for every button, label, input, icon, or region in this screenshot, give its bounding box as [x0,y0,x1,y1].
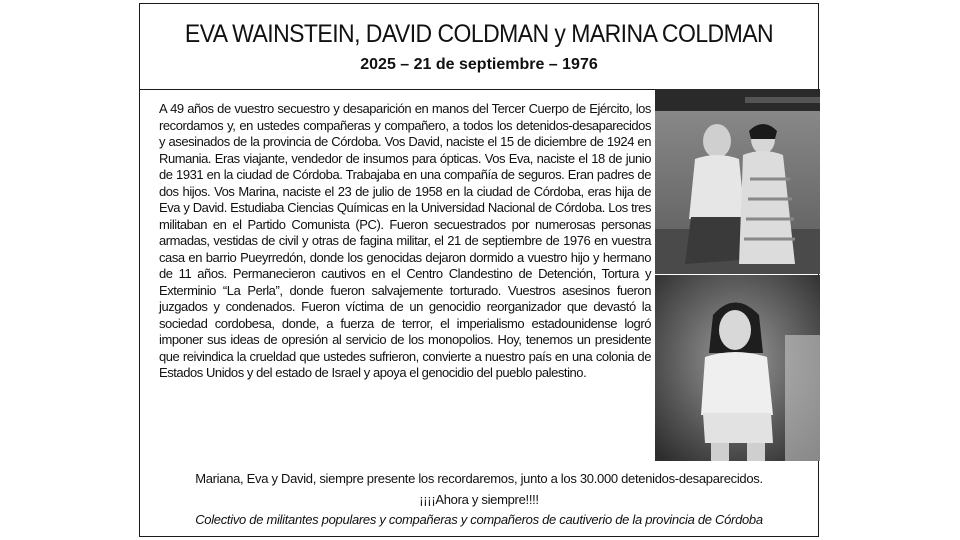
couple-photo [655,89,820,274]
memorial-notice [139,3,819,537]
young-woman-photo [655,275,820,461]
notice-header [140,4,818,90]
footer-remembrance: Mariana, Eva y David, siempre presente los recordaremos, junto a los 30.000 detenidos-desaparecidos. [195,471,763,486]
notice-body: A 49 años de vuestro secuestro y desaparición en manos del Tercer Cuerpo de Ejército, los recordamos y, en ustedes compañeras y compañero, a todos los detenidos-desaparecidos y asesinados de la provincia de Córdoba. Vos David, naciste el 15 de diciembre de 1924 en Rumania. Eras viajante, vendedor de insumos para ópticas. Vos Eva, naciste el 18 de junio de 1931 en la ciudad de Córdoba. Trabajaba en una compañía de seguros. Eran padres de dos hijos. Vos Marina, naciste el 23 de julio de 1958 en la ciudad de Córdoba, eras hija de Eva y David. Estudiaba Ciencias Químicas en la Universidad Nacional de Córdoba. Los tres militaban en el Partido Comunista (PC). Fueron secuestrados por numerosas personas armadas, vestidas de civil y otras de fagina militar, el 21 de septiembre de 1976 en vuestra casa en barrio Pueyrredón, donde los genocidas dejaron dormido a vuestro hijo y hermano de 11 años. Permanecieron cautivos en el Centro Clandestino de Detención, Tortura y Exterminio “La Perla”, donde fueron salvajemente torturado. Vuestros asesinos fueron juzgados y condenados. Fueron víctima de un genocidio reorganizador que devastó la sociedad cordobesa, donde, a fuerza de terror, el imperialismo estadounidense logró imponer sus ideas de opresión al servicio de los monopolios. Hoy, tenemos un presidente que reivindica la crueldad que ustedes sufrieron, convierte a nuestro país en una colonia de Estados Unidos y del estado de Israel y apoya el genocidio del pueblo palestino. [159,101,651,380]
notice-dates: 2025 – 21 de septiembre – 1976 [360,56,598,73]
notice-title: EVA WAINSTEIN, DAVID COLDMAN y MARINA COLDMAN [184,20,774,48]
footer-slogan: ¡¡¡¡Ahora y siempre!!!! [419,492,539,507]
footer-signature: Colectivo de militantes populares y compañeras y compañeros de cautiverio de la provincia de Córdoba [195,512,763,527]
